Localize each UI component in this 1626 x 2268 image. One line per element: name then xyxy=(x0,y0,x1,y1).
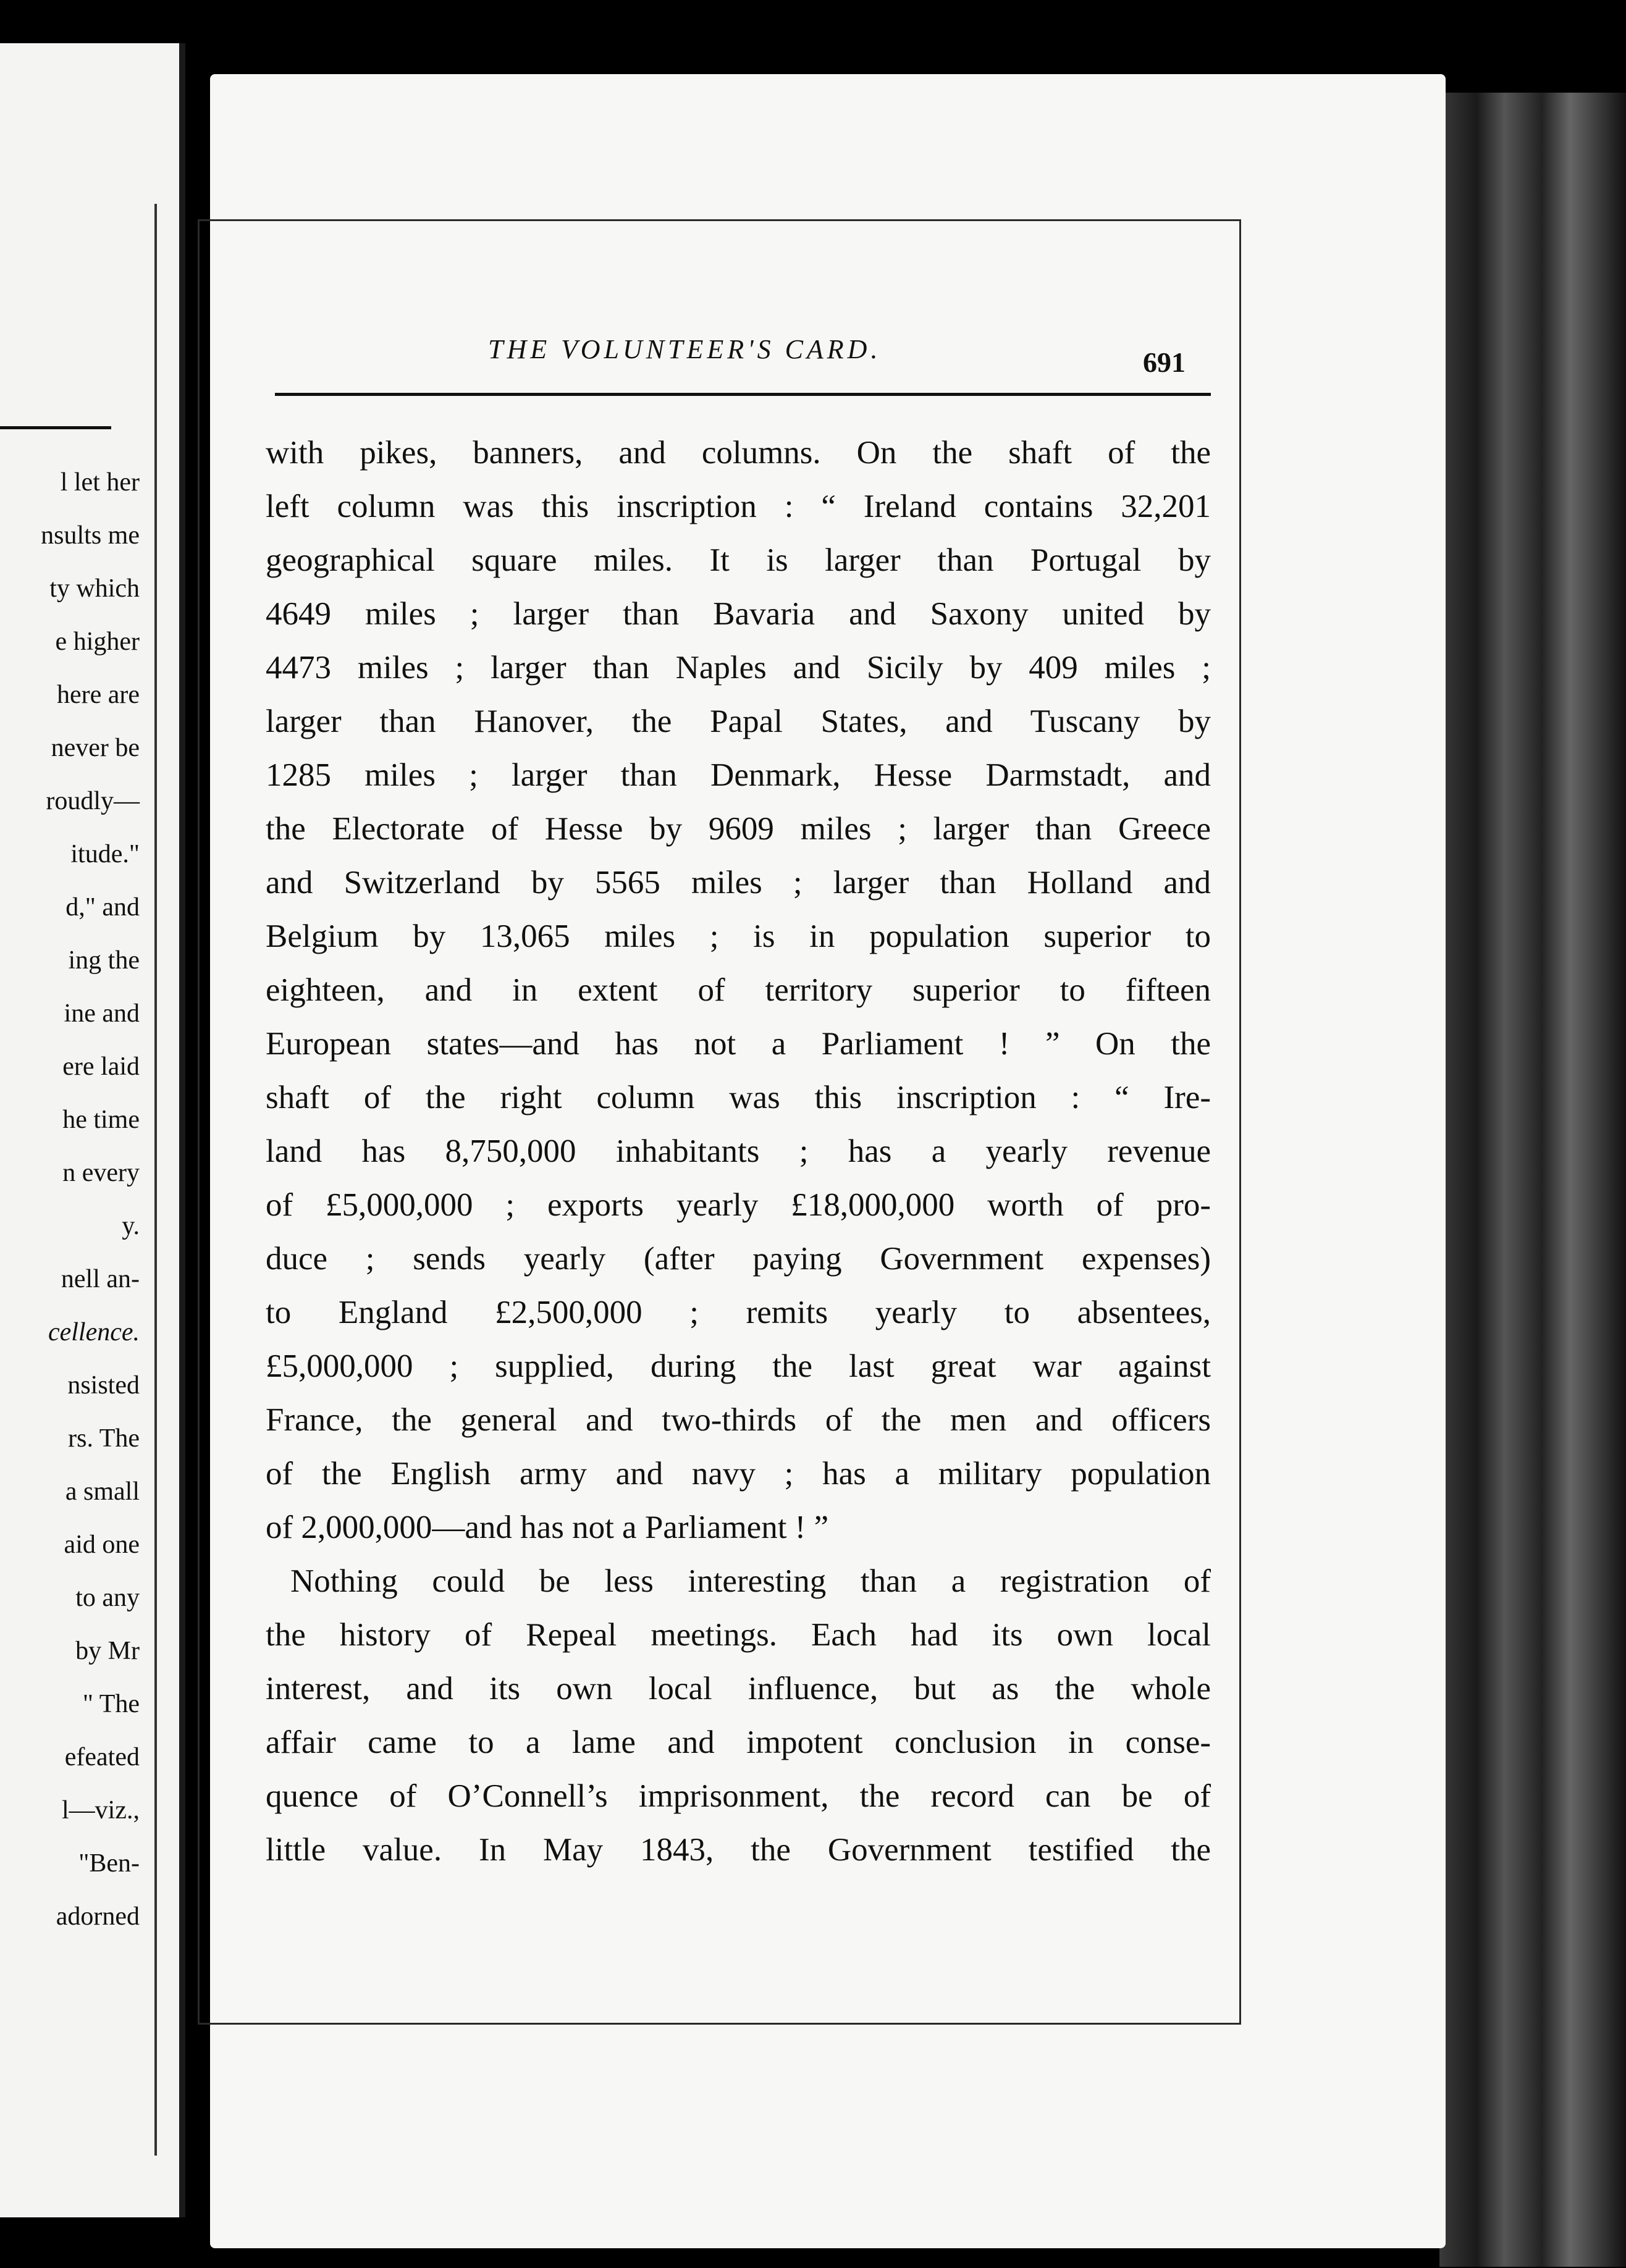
facing-page-line: aid one xyxy=(64,1531,140,1559)
facing-page-line: e higher xyxy=(55,628,140,656)
facing-page-line: nell an- xyxy=(61,1265,140,1293)
text-line: larger than Hanover, the Papal States, and Tuscany by xyxy=(266,704,1211,739)
facing-page-line: ing the xyxy=(68,946,140,975)
facing-page-line: ere laid xyxy=(62,1052,140,1081)
facing-page-line: l let her xyxy=(60,468,140,497)
text-line: shaft of the right column was this inscription : “ Ire- xyxy=(266,1080,1211,1115)
text-line: little value. In May 1843, the Government testified the xyxy=(266,1832,1211,1868)
facing-page-line: roudly— xyxy=(46,787,140,815)
text-line: eighteen, and in extent of territory superior to fifteen xyxy=(266,972,1211,1008)
text-line: affair came to a lame and impotent conclusion in conse- xyxy=(266,1724,1211,1760)
facing-page-line: adorned xyxy=(56,1902,140,1931)
facing-page xyxy=(0,43,185,2217)
text-line: with pikes, banners, and columns. On the shaft of the xyxy=(266,435,1211,471)
text-line: European states—and has not a Parliament ! ” On the xyxy=(266,1026,1211,1062)
facing-page-line: d," and xyxy=(65,893,140,922)
header-rule xyxy=(275,393,1211,396)
facing-page-line: he time xyxy=(62,1106,140,1134)
book-spine-edge xyxy=(1439,93,1626,2267)
text-line: 4473 miles ; larger than Naples and Sicily by 409 miles ; xyxy=(266,650,1211,686)
facing-page-line: n every xyxy=(62,1159,140,1187)
facing-page-line: nsisted xyxy=(67,1371,140,1400)
facing-page-line: efeated xyxy=(64,1743,140,1771)
facing-page-line: " The xyxy=(82,1690,140,1718)
text-line: and Switzerland by 5565 miles ; larger than Holland and xyxy=(266,865,1211,901)
text-line: the Electorate of Hesse by 9609 miles ; larger than Greece xyxy=(266,811,1211,847)
text-line: left column was this inscription : “ Ireland contains 32,201 xyxy=(266,489,1211,524)
text-line: 4649 miles ; larger than Bavaria and Saxony united by xyxy=(266,596,1211,632)
facing-page-line: to any xyxy=(75,1584,140,1612)
facing-page-line: by Mr xyxy=(75,1637,140,1665)
facing-page-line: never be xyxy=(51,734,140,762)
text-line: Nothing could be less interesting than a registration of xyxy=(290,1563,1211,1599)
body-text xyxy=(266,426,1211,1877)
facing-page-line: l—viz., xyxy=(62,1796,140,1825)
text-line: of 2,000,000—and has not a Parliament ! ” xyxy=(266,1510,829,1545)
facing-page-line: nsults me xyxy=(41,521,140,550)
text-line: interest, and its own local influence, but as the whole xyxy=(266,1671,1211,1707)
facing-page-line: here are xyxy=(56,681,140,709)
text-line: geographical square miles. It is larger than Portugal by xyxy=(266,542,1211,578)
page-number: 691 xyxy=(1143,346,1186,378)
text-line: duce ; sends yearly (after paying Government expenses) xyxy=(266,1241,1211,1277)
text-line: France, the general and two-thirds of the men and officers xyxy=(266,1402,1211,1438)
text-line: quence of O’Connell’s imprisonment, the record can be of xyxy=(266,1778,1211,1814)
facing-page-text xyxy=(0,456,140,1943)
facing-page-line: "Ben- xyxy=(78,1849,140,1878)
facing-page-line: a small xyxy=(65,1477,140,1506)
text-line: £5,000,000 ; supplied, during the last great war against xyxy=(266,1348,1211,1384)
facing-page-line: itude." xyxy=(70,840,140,868)
text-line: the history of Repeal meetings. Each had its own local xyxy=(266,1617,1211,1653)
text-line: 1285 miles ; larger than Denmark, Hesse Darmstadt, and xyxy=(266,757,1211,793)
facing-page-rule xyxy=(0,426,111,429)
text-line: of £5,000,000 ; exports yearly £18,000,000 worth of pro- xyxy=(266,1187,1211,1223)
running-head: THE VOLUNTEER'S CARD. xyxy=(488,334,882,364)
facing-page-line: cellence. xyxy=(48,1318,140,1346)
facing-page-line: ty which xyxy=(49,574,140,603)
text-line: Belgium by 13,065 miles ; is in population superior to xyxy=(266,918,1211,954)
facing-page-line: rs. The xyxy=(68,1424,140,1453)
text-line: land has 8,750,000 inhabitants ; has a yearly revenue xyxy=(266,1133,1211,1169)
text-line: to England £2,500,000 ; remits yearly to absentees, xyxy=(266,1295,1211,1330)
facing-page-line: ine and xyxy=(64,999,140,1028)
text-line: of the English army and navy ; has a military population xyxy=(266,1456,1211,1492)
facing-page-line: y. xyxy=(122,1212,140,1240)
